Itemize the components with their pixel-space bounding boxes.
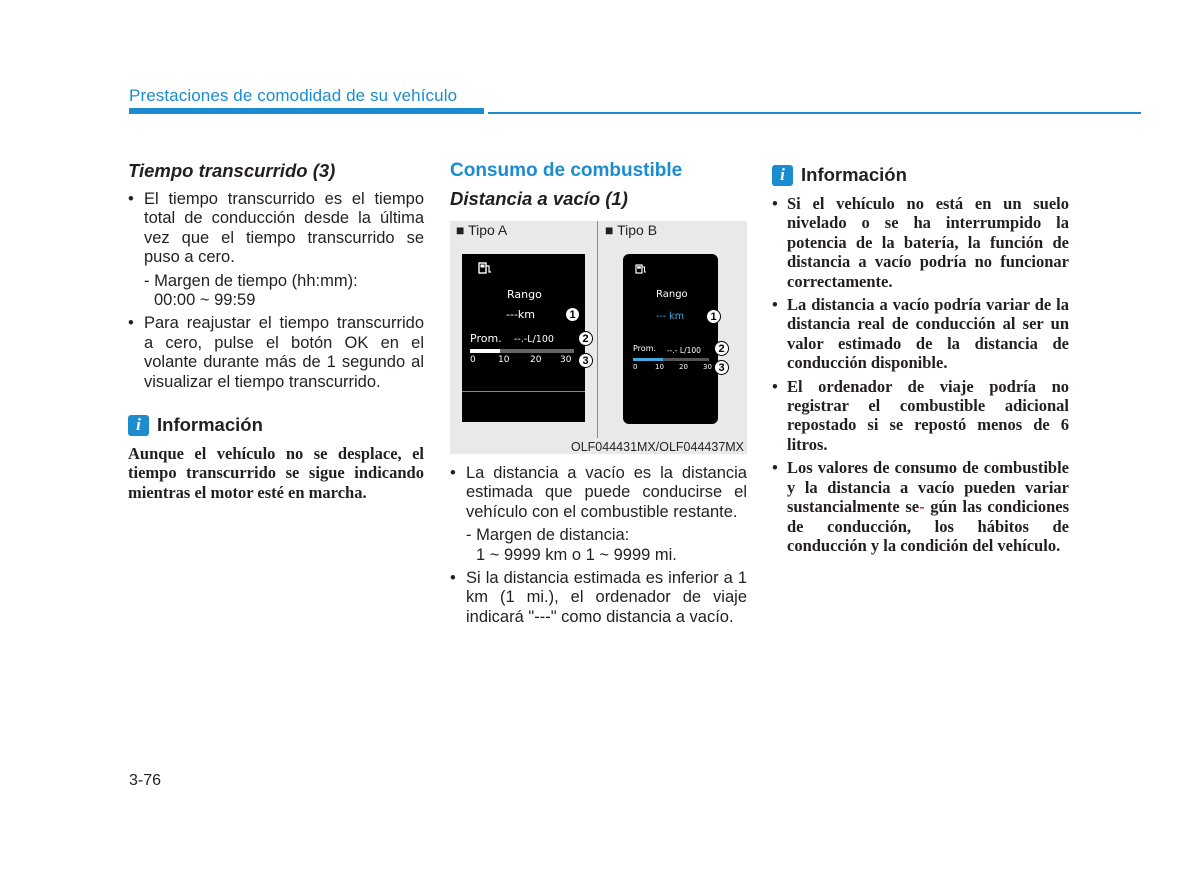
- column-middle-body: [450, 464, 747, 627]
- screen-a-prom: Prom.: [470, 332, 502, 345]
- info-icon: i: [128, 415, 149, 436]
- screen-a-tick: 20: [530, 355, 542, 365]
- screen-a-rango: Rango: [507, 288, 542, 301]
- sub-item-value: 00:00 ~ 99:59: [154, 291, 256, 310]
- sub-item-value: 1 ~ 9999 km o 1 ~ 9999 mi.: [476, 545, 677, 564]
- sub-item: - Margen de tiempo (hh:mm):: [144, 271, 358, 290]
- screen-b-tick: 0: [633, 363, 638, 371]
- bullet-item: • El tiempo transcurrido es el tiempo total de conducción desde la última vez que el tiempo transcurrido se puso a cero.: [128, 190, 424, 267]
- screen-b-distance: --- km: [656, 311, 685, 322]
- column-left: [128, 160, 424, 502]
- column-right: [772, 164, 1069, 555]
- bullet-item: • Para reajustar el tiempo transcurrido a cero, pulse el botón OK en el volante durante más de 1 segundo al visualizar el tiempo transcurrido.: [128, 314, 424, 391]
- callout-marker-2: 2: [714, 341, 729, 356]
- info-bullet: • La distancia a vacío podría variar de la distancia real de conducción al ser un valor estimado de la distancia de conducción disponible.: [772, 295, 1069, 373]
- screen-b-rango: Rango: [656, 289, 688, 300]
- fuel-pump-icon: [635, 261, 647, 271]
- running-header: Prestaciones de comodidad de su vehículo: [129, 86, 458, 105]
- header-rule-thick: [129, 108, 484, 114]
- screen-a-separator: [462, 391, 585, 392]
- figure-label-tipo-a: ■ Tipo A: [456, 222, 508, 238]
- figure-code: OLF044431MX/OLF044437MX: [571, 440, 745, 454]
- screen-a-gauge-fill: [470, 349, 500, 353]
- section-heading-tiempo: Tiempo transcurrido (3): [128, 160, 336, 181]
- bullet-item: • La distancia a vacío es la distancia estimada que puede conducirse el vehículo con el combustible restante.: [450, 464, 747, 521]
- info-bullet: • El ordenador de viaje podría no registrar el combustible adicional repostado si se repostó menos de 6 litros.: [772, 376, 1069, 454]
- figure-divider: [597, 221, 598, 438]
- screen-b-gauge-fill: [633, 358, 663, 361]
- screen-b-tick: 10: [655, 363, 664, 371]
- screen-b-tick: 30: [703, 363, 712, 371]
- info-bullet: • Si el vehículo no está en un suelo nivelado o se ha interrumpido la potencia de la batería, la función de distancia a vacío podría no funcionar correctamente.: [772, 194, 1069, 291]
- screen-a-distance: ---km: [506, 308, 535, 321]
- screen-a-prom-value: --.-L/100: [514, 334, 554, 345]
- screen-b-tick: 20: [679, 363, 688, 371]
- subsection-heading-distancia: Distancia a vacío (1): [450, 188, 628, 209]
- cluster-screen-tipo-a: [462, 254, 585, 422]
- callout-marker-3: 3: [714, 360, 729, 375]
- page-number: 3-76: [129, 772, 162, 789]
- info-title: Información: [157, 414, 263, 436]
- callout-marker-2: 2: [578, 331, 593, 346]
- callout-marker-1: 1: [706, 309, 721, 324]
- screen-b-prom: Prom.: [633, 344, 657, 353]
- column-middle: [450, 160, 747, 210]
- callout-marker-1: 1: [565, 307, 580, 322]
- section-heading-consumo: Consumo de combustible: [450, 160, 683, 181]
- callout-marker-3: 3: [578, 353, 593, 368]
- info-heading: [128, 414, 424, 436]
- info-text: Aunque el vehículo no se desplace, el tiempo transcurrido se sigue indicando mientras el motor esté en marcha.: [128, 444, 424, 502]
- info-bullet: • Los valores de consumo de combustible y la distancia a vacío pueden variar sustancialmente se- gún las condiciones de conducción, los hábitos de conducción y la condición del vehículo.: [772, 458, 1070, 555]
- screen-b-prom-value: --.- L/100: [667, 346, 701, 355]
- screen-a-tick: 0: [470, 355, 476, 365]
- info-title: Información: [801, 164, 907, 185]
- screen-a-tick: 10: [498, 355, 510, 365]
- cluster-screen-tipo-b: [623, 254, 718, 424]
- figure-label-tipo-b: ■ Tipo B: [605, 222, 658, 238]
- info-heading: [772, 164, 1069, 186]
- info-icon: i: [772, 165, 793, 186]
- header-rule-thin: [488, 112, 1141, 114]
- bullet-item: • Si la distancia estimada es inferior a 1 km (1 mi.), el ordenador de viaje indicará "---" como distancia a vacío.: [450, 569, 747, 626]
- screen-a-tick: 30: [560, 355, 572, 365]
- fuel-pump-icon: [478, 261, 492, 273]
- sub-item: - Margen de distancia:: [466, 526, 630, 545]
